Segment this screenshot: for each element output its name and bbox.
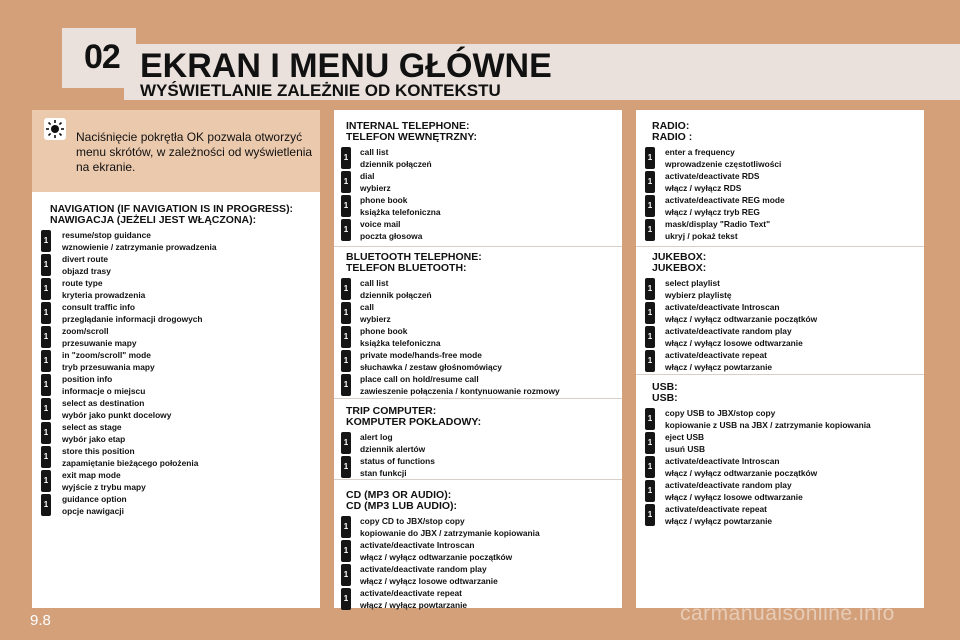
usb-title-pl: USB: xyxy=(652,392,678,404)
usb-item: eject USB xyxy=(665,432,705,442)
internal-telephone-title-pl: TELEFON WEWNĘTRZNY: xyxy=(346,131,478,143)
cd-audio-item: activate/deactivate random play xyxy=(360,564,487,574)
step-badge: 1 xyxy=(645,278,655,300)
navigation-item: informacje o miejscu xyxy=(62,386,146,396)
usb-item: copy USB to JBX/stop copy xyxy=(665,408,776,418)
step-badge: 1 xyxy=(341,564,351,586)
jukebox-item: włącz / wyłącz odtwarzanie początków xyxy=(665,314,818,324)
step-badge: 1 xyxy=(645,171,655,193)
jukebox-title-pl: JUKEBOX: xyxy=(652,262,707,274)
navigation-item: exit map mode xyxy=(62,470,121,480)
step-badge: 1 xyxy=(341,278,351,300)
bluetooth-telephone-item: place call on hold/resume call xyxy=(360,374,479,384)
usb-item: activate/deactivate random play xyxy=(665,480,792,490)
separator xyxy=(334,479,622,480)
radio-item: wprowadzenie częstotliwości xyxy=(665,159,782,169)
usb-item: usuń USB xyxy=(665,444,706,454)
jukebox-item: activate/deactivate random play xyxy=(665,326,792,336)
radio-item: włącz / wyłącz tryb REG xyxy=(665,207,760,217)
page-number: 9.8 xyxy=(30,612,51,629)
navigation-item: wyjście z trybu mapy xyxy=(62,482,146,492)
navigation-item: zapamiętanie bieżącego położenia xyxy=(62,458,199,468)
navigation-item: divert route xyxy=(62,254,109,264)
jukebox-item: select playlist xyxy=(665,278,720,288)
step-badge: 1 xyxy=(645,350,655,372)
radio-item: mask/display "Radio Text" xyxy=(665,219,771,229)
navigation-item: tryb przesuwania mapy xyxy=(62,362,155,372)
bluetooth-telephone-item: dziennik połączeń xyxy=(360,290,432,300)
internal-telephone-item: dziennik połączeń xyxy=(360,159,432,169)
bluetooth-telephone-item: call list xyxy=(360,278,389,288)
cd-audio-item: kopiowanie do JBX / zatrzymanie kopiowania xyxy=(360,528,540,538)
separator xyxy=(334,246,622,247)
internal-telephone-item: poczta głosowa xyxy=(360,231,423,241)
step-badge: 1 xyxy=(41,302,51,324)
separator xyxy=(636,374,924,375)
step-badge: 1 xyxy=(645,480,655,502)
navigation-item: select as destination xyxy=(62,398,145,408)
navigation-item: wznowienie / zatrzymanie prowadzenia xyxy=(62,242,217,252)
step-badge: 1 xyxy=(645,219,655,241)
navigation-item: objazd trasy xyxy=(62,266,111,276)
trip-computer-item: dziennik alertów xyxy=(360,444,426,454)
step-badge: 1 xyxy=(341,326,351,348)
step-badge: 1 xyxy=(341,171,351,193)
internal-telephone-item: phone book xyxy=(360,195,408,205)
bluetooth-telephone-item: zawieszenie połączenia / kontynuowanie rozmowy xyxy=(360,386,560,396)
cd-audio-item: copy CD to JBX/stop copy xyxy=(360,516,465,526)
page-subtitle: WYŚWIETLANIE ZALEŻNIE OD KONTEKSTU xyxy=(140,81,501,100)
bluetooth-telephone-item: wybierz xyxy=(360,314,391,324)
cd-audio-title-pl: CD (MP3 LUB AUDIO): xyxy=(346,500,458,512)
step-badge: 1 xyxy=(341,147,351,169)
step-badge: 1 xyxy=(41,278,51,300)
page-title: EKRAN I MENU GŁÓWNE xyxy=(140,47,552,85)
step-badge: 1 xyxy=(341,516,351,538)
usb-item: włącz / wyłącz powtarzanie xyxy=(665,516,773,526)
radio-title-pl: RADIO : xyxy=(652,131,693,143)
step-badge: 1 xyxy=(41,470,51,492)
jukebox-title-en: JUKEBOX: xyxy=(652,251,707,263)
navigation-item: zoom/scroll xyxy=(62,326,109,336)
step-badge: 1 xyxy=(341,588,351,610)
step-badge: 1 xyxy=(41,350,51,372)
step-badge: 1 xyxy=(645,432,655,454)
bluetooth-telephone-item: książka telefoniczna xyxy=(360,338,441,348)
step-badge: 1 xyxy=(41,494,51,516)
cd-audio-item: activate/deactivate Introscan xyxy=(360,540,475,550)
radio-item: enter a frequency xyxy=(665,147,735,157)
navigation-item: guidance option xyxy=(62,494,127,504)
step-badge: 1 xyxy=(41,446,51,468)
usb-item: włącz / wyłącz losowe odtwarzanie xyxy=(665,492,803,502)
cd-audio-item: activate/deactivate repeat xyxy=(360,588,462,598)
internal-telephone-item: dial xyxy=(360,171,375,181)
navigation-title-pl: NAWIGACJA (JEŻELI JEST WŁĄCZONA): xyxy=(50,214,257,226)
bluetooth-telephone-title-pl: TELEFON BLUETOOTH: xyxy=(346,262,467,274)
step-badge: 1 xyxy=(41,230,51,252)
navigation-item: in "zoom/scroll" mode xyxy=(62,350,151,360)
bluetooth-telephone-item: private mode/hands-free mode xyxy=(360,350,482,360)
navigation-item: przesuwanie mapy xyxy=(62,338,137,348)
step-badge: 1 xyxy=(41,254,51,276)
navigation-title-en: NAVIGATION (IF NAVIGATION IS IN PROGRESS): xyxy=(50,203,294,215)
step-badge: 1 xyxy=(645,504,655,526)
navigation-item: przeglądanie informacji drogowych xyxy=(62,314,203,324)
step-badge: 1 xyxy=(645,147,655,169)
jukebox-item: włącz / wyłącz powtarzanie xyxy=(665,362,773,372)
bluetooth-telephone-item: call xyxy=(360,302,374,312)
trip-computer-title-pl: KOMPUTER POKŁADOWY: xyxy=(346,416,482,428)
navigation-item: resume/stop guidance xyxy=(62,230,151,240)
cd-audio-item: włącz / wyłącz powtarzanie xyxy=(360,600,468,610)
step-badge: 1 xyxy=(341,540,351,562)
trip-computer-item: alert log xyxy=(360,432,393,442)
trip-computer-title-en: TRIP COMPUTER: xyxy=(346,405,437,417)
step-badge: 1 xyxy=(645,456,655,478)
jukebox-item: wybierz playlistę xyxy=(665,290,732,300)
jukebox-item: włącz / wyłącz losowe odtwarzanie xyxy=(665,338,803,348)
bluetooth-telephone-title-en: BLUETOOTH TELEPHONE: xyxy=(346,251,482,263)
radio-item: activate/deactivate REG mode xyxy=(665,195,785,205)
step-badge: 1 xyxy=(341,302,351,324)
step-badge: 1 xyxy=(41,326,51,348)
usb-title-en: USB: xyxy=(652,381,678,393)
step-badge: 1 xyxy=(341,456,351,478)
info-text: Naciśnięcie pokrętła OK pozwala otworzyć menu skrótów, w zależności od wyświetlenia na ekranie. xyxy=(76,130,313,174)
bluetooth-telephone-item: słuchawka / zestaw głośnomówiący xyxy=(360,362,502,372)
step-badge: 1 xyxy=(41,422,51,444)
cd-audio-item: włącz / wyłącz losowe odtwarzanie xyxy=(360,576,498,586)
chapter-number: 02 xyxy=(84,38,120,76)
navigation-item: opcje nawigacji xyxy=(62,506,124,516)
step-badge: 1 xyxy=(41,374,51,396)
step-badge: 1 xyxy=(645,326,655,348)
bluetooth-telephone-item: phone book xyxy=(360,326,408,336)
usb-item: kopiowanie z USB na JBX / zatrzymanie kopiowania xyxy=(665,420,871,430)
usb-item: włącz / wyłącz odtwarzanie początków xyxy=(665,468,818,478)
radio-item: activate/deactivate RDS xyxy=(665,171,760,181)
step-badge: 1 xyxy=(645,408,655,430)
step-badge: 1 xyxy=(645,195,655,217)
navigation-item: position info xyxy=(62,374,113,384)
usb-item: activate/deactivate Introscan xyxy=(665,456,780,466)
radio-item: ukryj / pokaż tekst xyxy=(665,231,738,241)
trip-computer-item: stan funkcji xyxy=(360,468,407,478)
navigation-item: wybór jako etap xyxy=(62,434,126,444)
internal-telephone-item: książka telefoniczna xyxy=(360,207,441,217)
navigation-item: consult traffic info xyxy=(62,302,136,312)
radio-title-en: RADIO: xyxy=(652,120,690,132)
step-badge: 1 xyxy=(341,432,351,454)
internal-telephone-title-en: INTERNAL TELEPHONE: xyxy=(346,120,470,132)
cd-audio-item: włącz / wyłącz odtwarzanie początków xyxy=(360,552,513,562)
internal-telephone-item: wybierz xyxy=(360,183,391,193)
step-badge: 1 xyxy=(41,398,51,420)
separator xyxy=(636,246,924,247)
navigation-item: select as stage xyxy=(62,422,122,432)
internal-telephone-item: voice mail xyxy=(360,219,401,229)
sun-knob-icon xyxy=(44,118,66,140)
navigation-item: route type xyxy=(62,278,103,288)
jukebox-item: activate/deactivate Introscan xyxy=(665,302,780,312)
trip-computer-item: status of functions xyxy=(360,456,435,466)
step-badge: 1 xyxy=(645,302,655,324)
step-badge: 1 xyxy=(341,195,351,217)
navigation-item: store this position xyxy=(62,446,135,456)
watermark: carmanualsonline.info xyxy=(680,602,895,625)
step-badge: 1 xyxy=(341,219,351,241)
cd-audio-title-en: CD (MP3 OR AUDIO): xyxy=(346,489,452,501)
separator xyxy=(334,398,622,399)
jukebox-item: activate/deactivate repeat xyxy=(665,350,767,360)
usb-item: activate/deactivate repeat xyxy=(665,504,767,514)
step-badge: 1 xyxy=(341,374,351,396)
step-badge: 1 xyxy=(341,350,351,372)
internal-telephone-item: call list xyxy=(360,147,389,157)
navigation-item: kryteria prowadzenia xyxy=(62,290,146,300)
radio-item: włącz / wyłącz RDS xyxy=(665,183,742,193)
navigation-item: wybór jako punkt docelowy xyxy=(62,410,172,420)
